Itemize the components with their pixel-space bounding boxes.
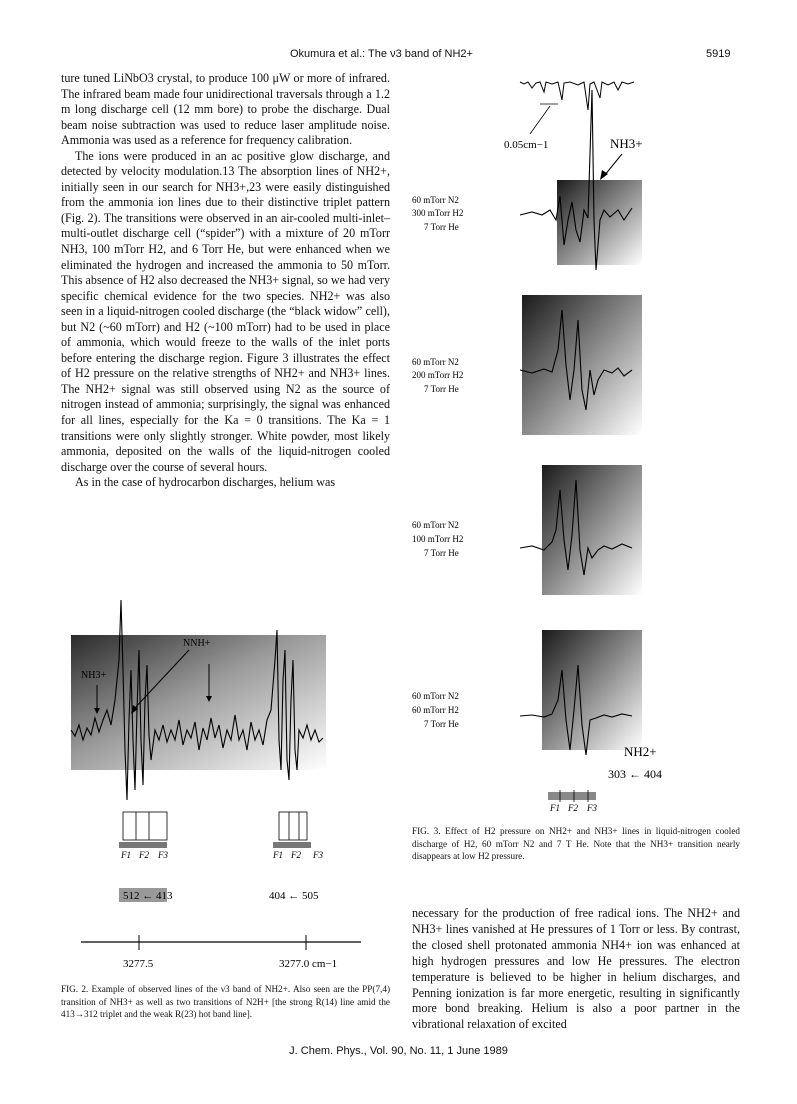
triplet-label-f2: F2 [139,850,149,860]
journal-citation-footer: J. Chem. Phys., Vol. 90, No. 11, 1 June 1989 [289,1045,508,1057]
panel-4-condition: 60 mTorr H2 [412,705,459,715]
nh2-label: NH2+ [624,744,657,759]
transition-label-left: 512 ← 413 [123,890,173,902]
triplet-label-f3: F3 [313,850,323,860]
panel-4-condition: 60 mTorr N2 [412,691,459,701]
panel-1-condition: 60 mTorr N2 [412,195,459,205]
nh3-label: NH3+ [610,136,643,151]
transition-label: 303 ← 404 [608,767,662,781]
panel-3-condition: 60 mTorr N2 [412,520,459,530]
nh3-arrow [604,154,622,176]
left-column-text [61,71,390,491]
panel-3-condition: 100 mTorr H2 [412,534,464,544]
right-column-text [412,906,740,1033]
running-header-title: Okumura et al.: The ν3 band of NH2+ [290,48,473,60]
triplet-marker-right [273,812,311,848]
caption-text: FIG. 3. Effect of H2 pressure on NH2+ and NH3+ lines in liquid-nitrogen cooled discharge of H2, 60 mTorr N2 and 7 T He. Note that the NH3+ transition nearly disappears at low H2 pressure. [412,826,740,861]
triplet-label-f1: F1 [273,850,283,860]
label-nnh: NNH+ [183,638,211,649]
panel-2-condition: 200 mTorr H2 [412,370,464,380]
figure-3-caption [412,825,740,863]
panel-2-shade [522,295,642,435]
paragraph: The ions were produced in an ac positive glow discharge, and detected by velocity modulation.13 The absorption lines of NH2+, initially seen in our search for NH3+,23 were easily distinguished from the ammonia ion lines due to their distinctive triplet pattern (Fig. 2). The transitions were observed in an air-cooled multi-inlet–multi-outlet discharge cell (“spider”) with a mixture of 20 mTorr NH3, 100 mTorr H2, and 6 Torr He, but were enhanced when we eliminated the hydrogen and increased the ammonia to 50 mTorr. This absence of H2 also decreased the NH3+ signal, so we had very specific chemical evidence for the two species. NH2+ was also seen in a liquid-nitrogen cooled discharge (the “black widow” cell), but N2 (~60 mTorr) and H2 (~100 mTorr) had to be used in place of ammonia, which would freeze to the walls of the inlet ports before entering the discharge region. Figure 3 illustrates the effect of H2 pressure on the relative strengths of NH2+ and NH3+ lines. The NH2+ signal was still observed using N2 as the source of nitrogen instead of ammonia; surprisingly, the signal was enhanced for all lines, especially for the Ka = 0 transitions. The Ka = 1 transitions were only slightly stronger. White powder, most likely ammonia, deposited on the walls of the liquid-nitrogen cooled discharge over the course of several hours. [61,148,390,474]
label-nh3: NH3+ [81,670,107,681]
panel-4-shade [542,630,642,750]
reference-trace [520,82,634,110]
triplet-marker-left [119,812,167,848]
paragraph: ture tuned LiNbO3 crystal, to produce 100 μW or more of infrared. The infrared beam made four unidirectional traversals through a 1.2 m long discharge cell (12 mm bore) to probe the discharge. Dual beam noise subtraction was used to reduce laser amplitude noise. Ammonia was used as a reference for frequency calibration. [61,71,390,148]
figure-2 [61,590,390,975]
triplet-label-f3: F3 [158,850,168,860]
panel-3-condition: 7 Torr He [424,548,459,558]
caption-text: FIG. 2. Example of observed lines of the ν3 band of NH2+. Also seen are the PP(7,4) transition of NH3+ as well as two transitions of N2H+ [the strong R(14) line amid the 413→312 triplet and the weak R(23) hot band line]. [61,984,390,1019]
scale-pointer [530,106,550,134]
figure-3 [412,70,742,820]
scale-label: 0.05cm−1 [504,139,549,151]
triplet-label-f2: F2 [568,803,578,813]
paragraph: necessary for the production of free radical ions. The NH2+ and NH3+ lines vanished at He pressures of 1 Torr or less. By contrast, the closed shell protonated ammonia NH4+ ion was enhanced at high hydrogen pressures and low He pressures. The electron temperature is believed to be higher in helium discharges, and Penning ionization is far more energetic, resulting in significantly more bond breaking. Helium is also a poor partner in the vibrational relaxation of excited [412,906,740,1032]
panel-1-condition: 7 Torr He [424,222,459,232]
triplet-label-f2: F2 [291,850,301,860]
triplet-label-f1: F1 [121,850,131,860]
triplet-label-f1: F1 [550,803,560,813]
transition-label-right: 404 ← 505 [269,890,319,902]
panel-4-condition: 7 Torr He [424,719,459,729]
page-number: 5919 [706,48,731,60]
axis-tick-label-left: 3277.5 [123,958,154,970]
paragraph: As in the case of hydrocarbon discharges, helium was [75,475,336,490]
panel-2-condition: 7 Torr He [424,384,459,394]
figure-2-caption [61,983,390,1021]
panel-2-condition: 60 mTorr N2 [412,357,459,367]
panel-3-shade [542,465,642,595]
triplet-shade [548,792,596,800]
axis-tick-label-right: 3277.0 cm−1 [279,958,338,970]
panel-1-condition: 300 mTorr H2 [412,208,464,218]
triplet-label-f3: F3 [587,803,597,813]
arrowhead [600,170,608,180]
